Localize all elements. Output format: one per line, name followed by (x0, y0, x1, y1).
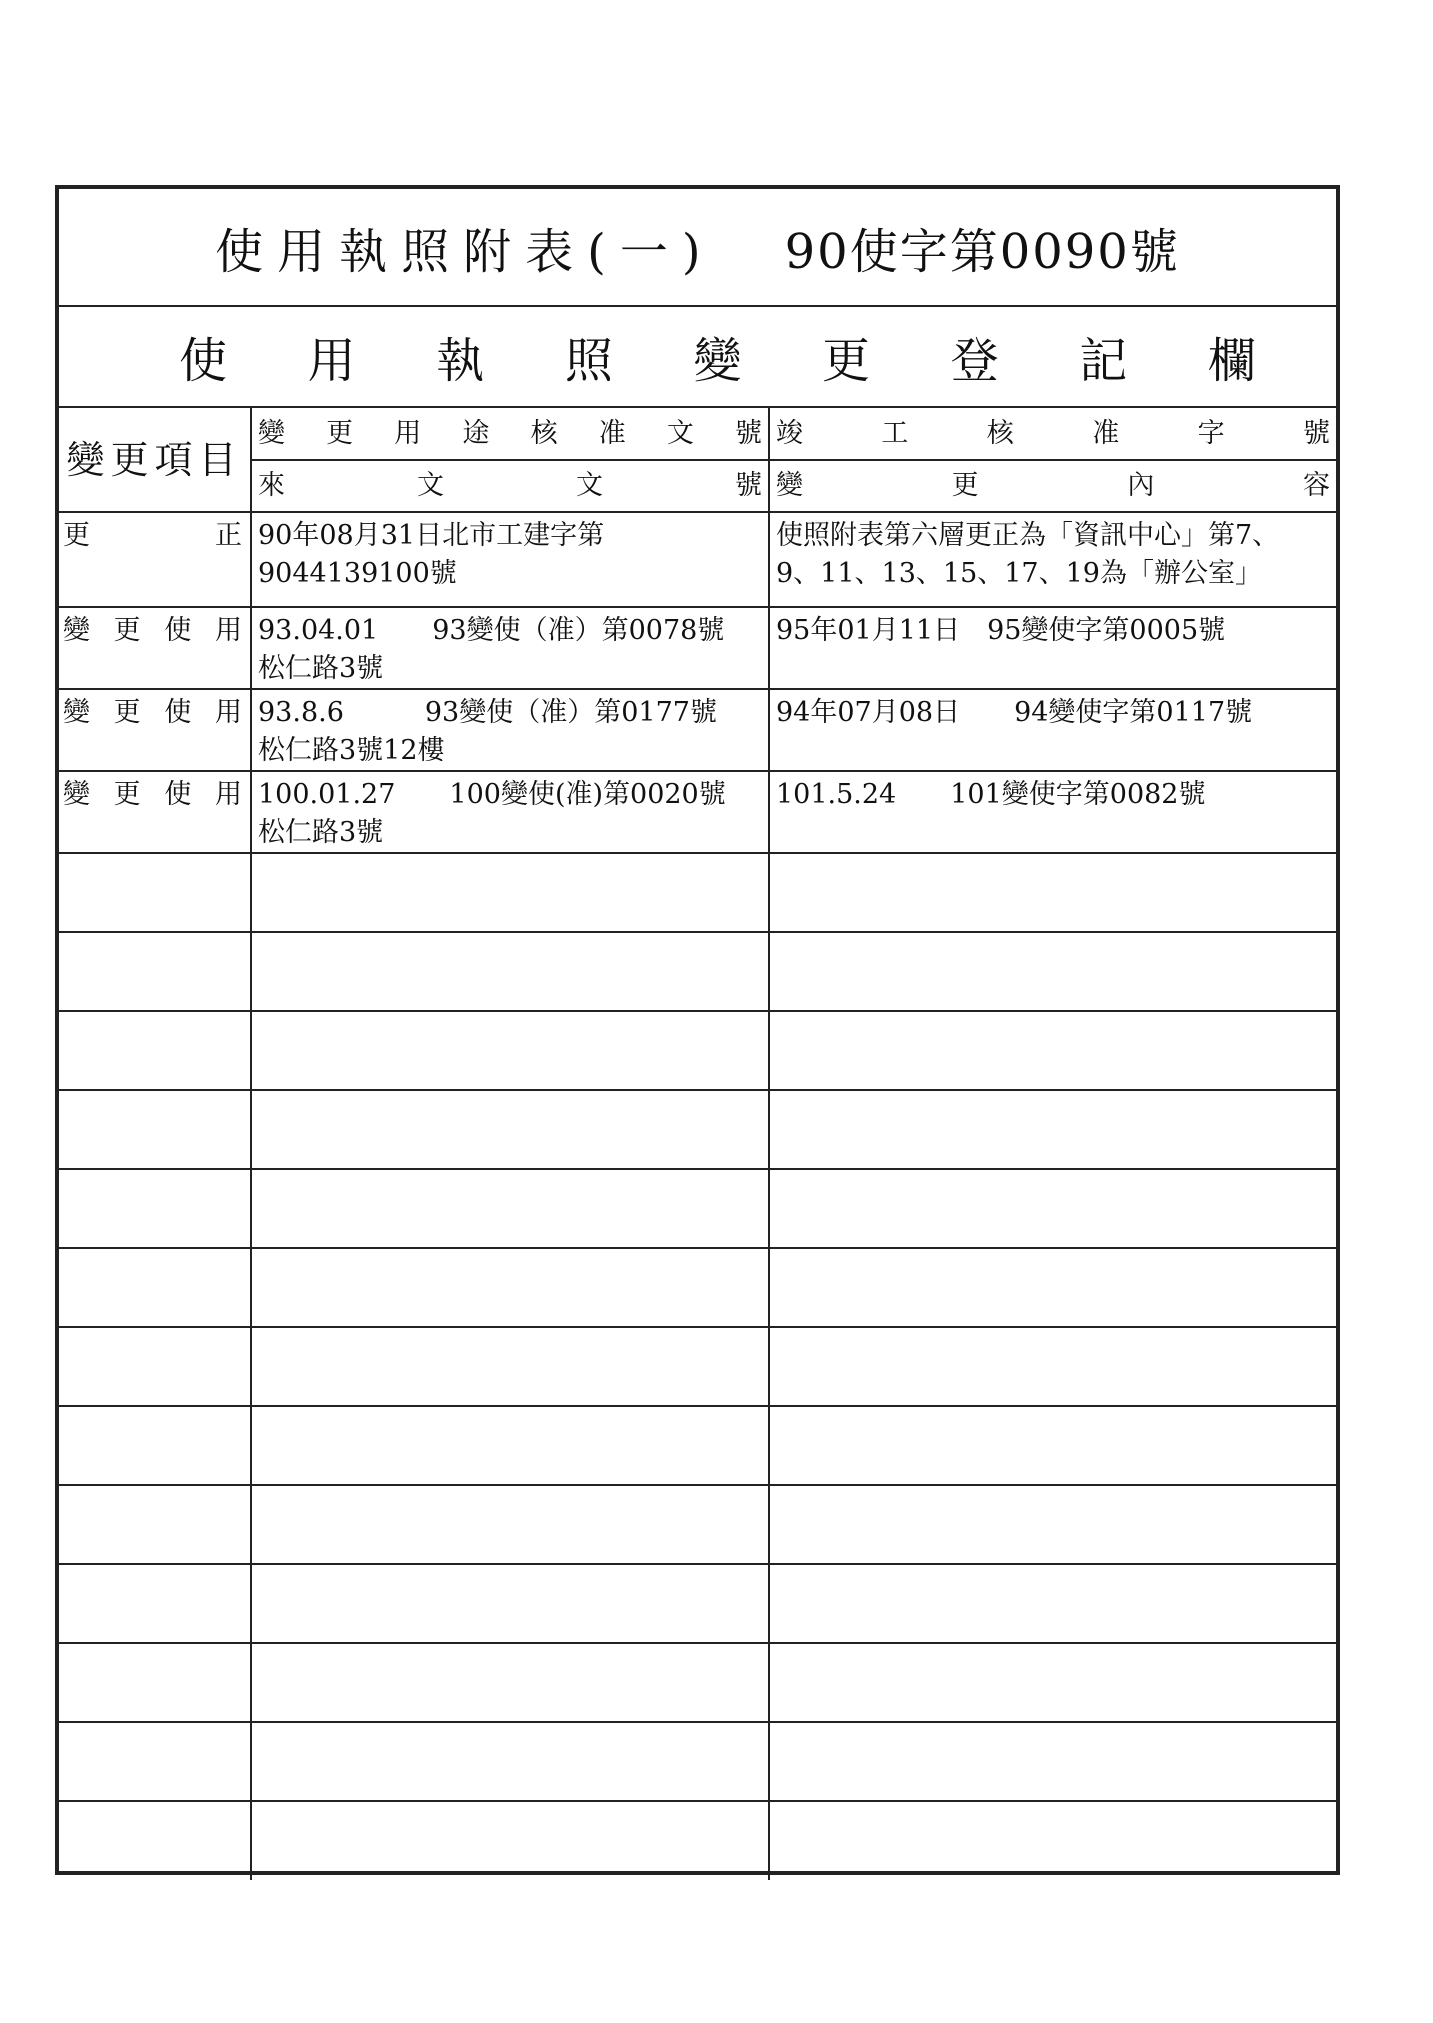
header-change-content: 變更內容 (769, 460, 1336, 512)
subtitle-char: 照 (564, 333, 613, 389)
blank-row (59, 1564, 1336, 1643)
blank-cell (251, 1801, 769, 1880)
blank-row (59, 1011, 1336, 1090)
blank-row (59, 1485, 1336, 1564)
blank-row (59, 1090, 1336, 1169)
blank-cell (251, 1564, 769, 1643)
blank-row (59, 1801, 1336, 1880)
change-content-line: 9、11、13、15、17、19為「辦公室」 (776, 558, 1262, 589)
change-content (769, 512, 1336, 607)
blank-row (59, 1406, 1336, 1485)
blank-cell (251, 1643, 769, 1722)
incoming-doc-line: 松仁路3號 (258, 817, 384, 848)
blank-cell (769, 1485, 1336, 1564)
incoming-doc-line: 9044139100號 (258, 558, 457, 589)
blank-cell (769, 1564, 1336, 1643)
blank-cell (59, 1327, 251, 1406)
blank-cell (59, 1090, 251, 1169)
subtitle-char: 欄 (1207, 333, 1256, 389)
blank-cell (251, 1485, 769, 1564)
change-item: 變更使用 (59, 607, 251, 689)
blank-cell (251, 1011, 769, 1090)
change-content (769, 689, 1336, 771)
blank-cell (59, 1643, 251, 1722)
blank-cell (59, 1801, 251, 1880)
blank-row (59, 1722, 1336, 1801)
incoming-doc (251, 607, 769, 689)
header-row-2 (59, 460, 1336, 512)
change-content-line: 101.5.24 101變使字第0082號 (776, 779, 1206, 810)
blank-cell (769, 1327, 1336, 1406)
subtitle-char: 執 (436, 333, 485, 389)
blank-cell (59, 1011, 251, 1090)
blank-cell (59, 1169, 251, 1248)
blank-row (59, 1327, 1336, 1406)
change-item: 更正 (59, 512, 251, 607)
blank-cell (769, 1011, 1336, 1090)
incoming-doc (251, 689, 769, 771)
incoming-doc-line: 93.04.01 93變使（准）第0078號 (258, 615, 725, 646)
blank-row (59, 932, 1336, 1011)
blank-cell (769, 1722, 1336, 1801)
blank-cell (769, 1248, 1336, 1327)
section-subtitle (59, 307, 1336, 408)
change-content-line: 使照附表第六層更正為「資訊中心」第7、 (776, 520, 1280, 551)
change-content (769, 607, 1336, 689)
blank-row (59, 853, 1336, 932)
header-change-item: 變更項目 (59, 408, 251, 512)
change-register-table (59, 408, 1336, 1880)
form-title-label: 使用執照附表(一) (215, 223, 715, 280)
blank-cell (251, 1722, 769, 1801)
incoming-doc (251, 512, 769, 607)
blank-cell (769, 853, 1336, 932)
blank-cell (59, 853, 251, 932)
table-row (59, 607, 1336, 689)
header-approval-doc: 變更用途核准文號 (251, 408, 769, 460)
incoming-doc-line: 松仁路3號12樓 (258, 735, 445, 766)
blank-cell (769, 1801, 1336, 1880)
incoming-doc-line: 93.8.6 93變使（准）第0177號 (258, 697, 717, 728)
change-content-line: 94年07月08日 94變使字第0117號 (776, 697, 1253, 728)
permit-form (55, 185, 1340, 1875)
subtitle-char: 登 (950, 333, 999, 389)
subtitle-char: 使 (179, 333, 228, 389)
blank-cell (251, 1169, 769, 1248)
blank-cell (251, 932, 769, 1011)
blank-cell (251, 1327, 769, 1406)
change-item: 變更使用 (59, 689, 251, 771)
table-row (59, 771, 1336, 853)
incoming-doc-line: 100.01.27 100變使(准)第0020號 (258, 779, 726, 810)
blank-cell (59, 1485, 251, 1564)
blank-row (59, 1643, 1336, 1722)
blank-row (59, 1248, 1336, 1327)
blank-cell (251, 1248, 769, 1327)
blank-cell (769, 1169, 1336, 1248)
blank-cell (769, 1090, 1336, 1169)
incoming-doc-line: 松仁路3號 (258, 653, 384, 684)
header-completion-no: 竣工核准字號 (769, 408, 1336, 460)
change-content (769, 771, 1336, 853)
change-item: 變更使用 (59, 771, 251, 853)
blank-cell (59, 932, 251, 1011)
incoming-doc (251, 771, 769, 853)
blank-cell (59, 1248, 251, 1327)
blank-cell (59, 1406, 251, 1485)
subtitle-char: 記 (1079, 333, 1128, 389)
table-row (59, 689, 1336, 771)
blank-cell (769, 932, 1336, 1011)
table-row (59, 512, 1336, 607)
blank-cell (769, 1406, 1336, 1485)
blank-cell (251, 1090, 769, 1169)
incoming-doc-line: 90年08月31日北市工建字第 (258, 520, 605, 551)
blank-cell (59, 1564, 251, 1643)
blank-cell (251, 1406, 769, 1485)
blank-cell (59, 1722, 251, 1801)
subtitle-char: 更 (822, 333, 871, 389)
header-incoming-doc: 來文文號 (251, 460, 769, 512)
form-title (59, 189, 1336, 307)
subtitle-char: 變 (693, 333, 742, 389)
permit-number: 90使字第0090號 (784, 223, 1180, 280)
subtitle-char: 用 (307, 333, 356, 389)
header-row-1 (59, 408, 1336, 460)
blank-cell (769, 1643, 1336, 1722)
change-content-line: 95年01月11日 95變使字第0005號 (776, 615, 1226, 646)
blank-row (59, 1169, 1336, 1248)
blank-cell (251, 853, 769, 932)
